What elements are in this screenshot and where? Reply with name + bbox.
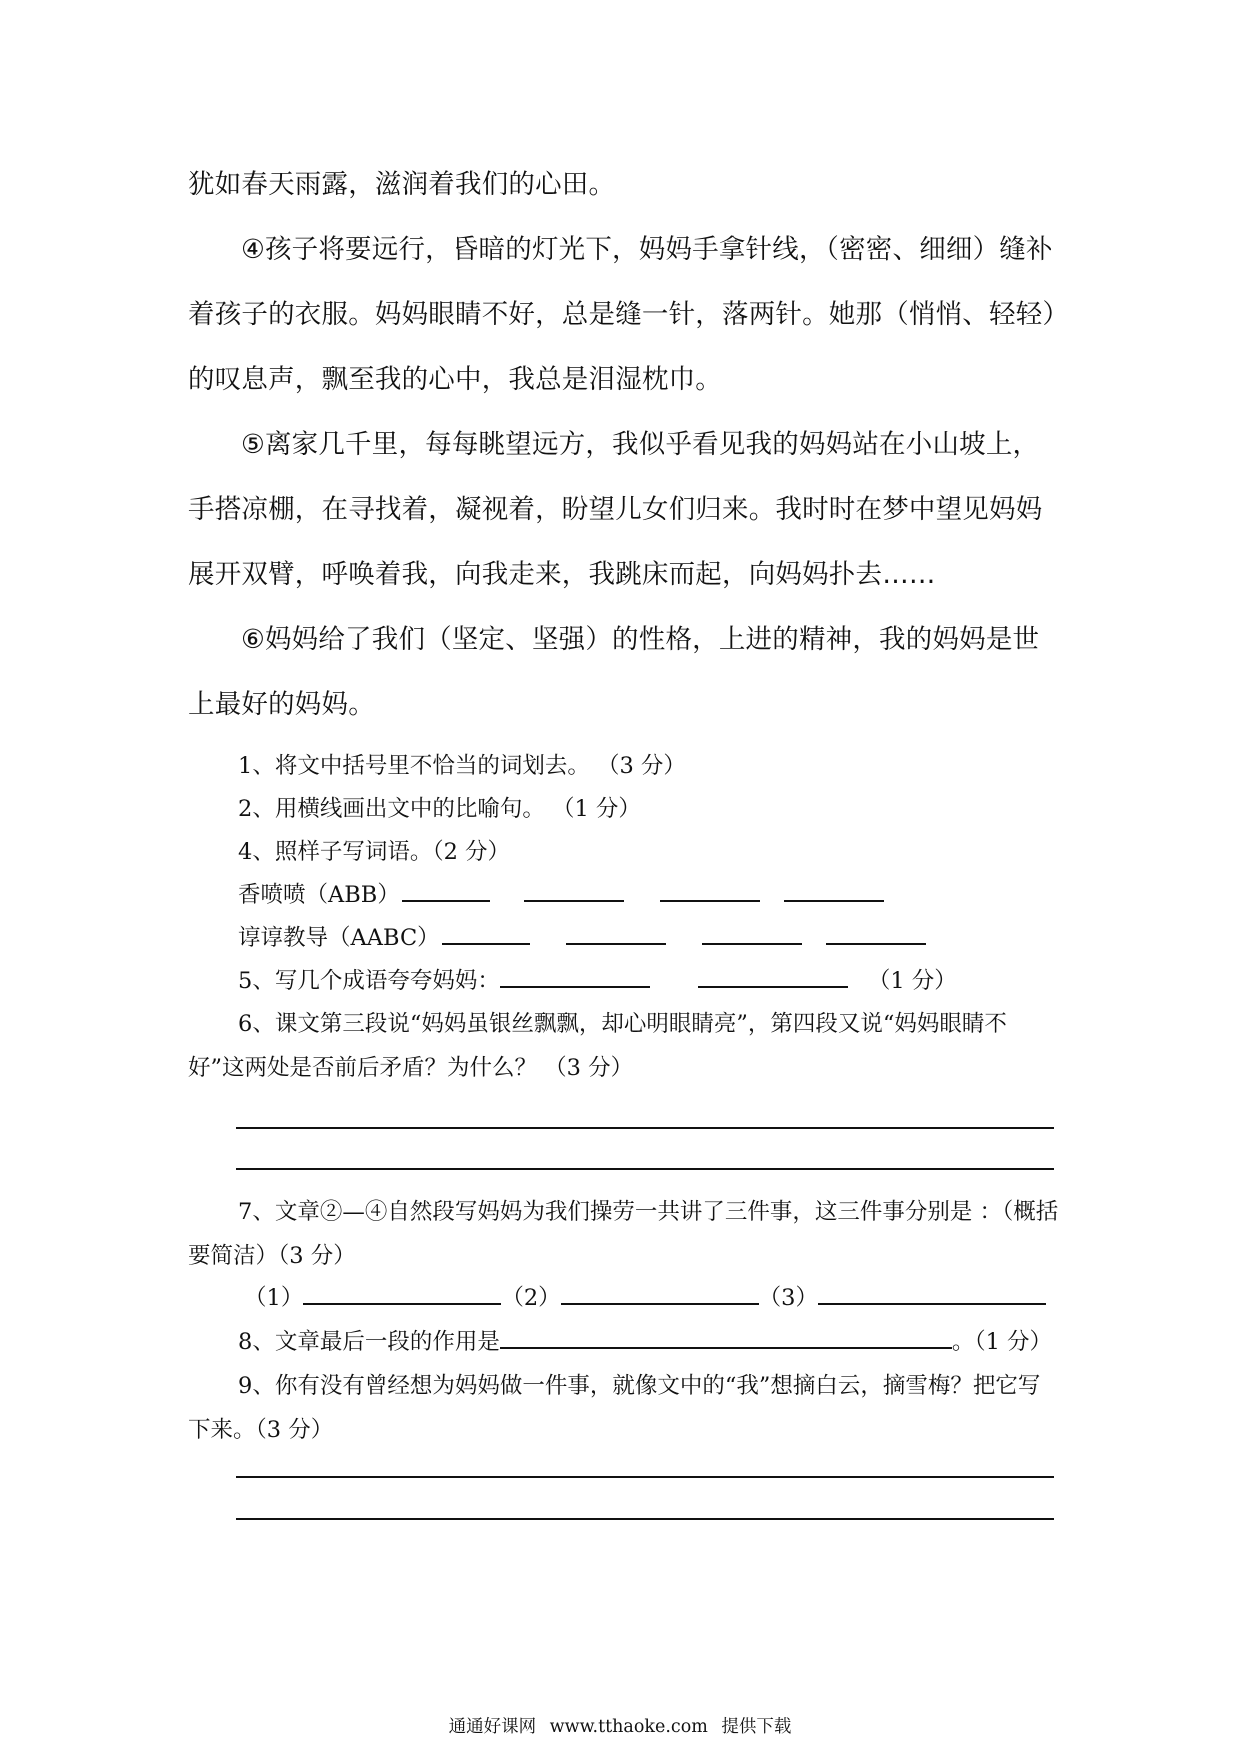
question-6: 6、课文第三段说“妈妈虽银丝飘飘，却心明眼睛亮”，第四段又说“妈妈眼睛不好”这两处是否前后矛盾？为什么？ （3 分） <box>188 1011 1007 1081</box>
question-5-row <box>238 959 1060 1003</box>
footer-url: www.tthaoke.com <box>549 1717 708 1737</box>
answer-blank[interactable] <box>702 917 802 945</box>
answer-blank[interactable] <box>402 874 490 902</box>
answer-line[interactable] <box>236 1168 1054 1170</box>
answer-blank[interactable] <box>500 1321 952 1349</box>
question-7-label-1: （1） <box>244 1285 304 1311</box>
answer-blank[interactable] <box>500 960 650 988</box>
answer-blank[interactable] <box>826 917 926 945</box>
question-4-abb-example: 香喷喷（ABB） <box>238 882 400 908</box>
answer-blank[interactable] <box>698 960 848 988</box>
question-7-label-2: （2） <box>501 1285 561 1311</box>
question-7-answer-row <box>244 1276 1060 1320</box>
question-4-abb-row <box>238 873 1060 917</box>
answer-blank[interactable] <box>524 874 624 902</box>
question-9: 9、你有没有曾经想为妈妈做一件事，就像文中的“我”想摘白云，摘雪梅？把它写下来。（3 分） <box>188 1373 1041 1443</box>
answer-blank[interactable] <box>660 874 760 902</box>
question-4-aabc-row <box>238 916 1060 960</box>
answer-line[interactable] <box>236 1476 1054 1478</box>
passage-paragraph-3-tail: 犹如春天雨露，滋润着我们的心田。 <box>188 169 616 200</box>
question-8-row <box>238 1320 1060 1364</box>
passage-paragraph-4: ④孩子将要远行，昏暗的灯光下，妈妈手拿针线，（密密、细细）缝补着孩子的衣服。妈妈眼睛不好，总是缝一针，落两针。她那（悄悄、轻轻）的叹息声，飘至我的心中，我总是泪湿枕巾。 <box>188 234 1056 395</box>
question-4: 4、照样子写词语。（2 分） <box>238 839 511 865</box>
passage-paragraph-6: ⑥妈妈给了我们（坚定、坚强）的性格，上进的精神，我的妈妈是世上最好的妈妈。 <box>188 624 1040 720</box>
answer-blank[interactable] <box>784 874 884 902</box>
answer-blank[interactable] <box>442 917 530 945</box>
question-5-score: （1 分） <box>867 968 957 994</box>
answer-blank[interactable] <box>566 917 666 945</box>
question-7: 7、文章②—④自然段写妈妈为我们操劳一共讲了三件事，这三件事分别是 ：（概括要简洁）（3 分） <box>188 1199 1059 1269</box>
footer-site-name: 通通好课网 <box>448 1717 537 1737</box>
question-5: 5、写几个成语夸夸妈妈： <box>238 968 500 994</box>
question-8-score: 。（1 分） <box>951 1329 1053 1355</box>
question-4-aabc-example: 谆谆教导（AABC） <box>238 925 440 951</box>
page-footer <box>0 1713 1240 1738</box>
answer-blank[interactable] <box>303 1277 501 1305</box>
question-2: 2、用横线画出文中的比喻句。 （1 分） <box>238 796 641 822</box>
question-8: 8、文章最后一段的作用是 <box>238 1329 500 1355</box>
answer-blank[interactable] <box>818 1277 1046 1305</box>
passage-paragraph-5: ⑤离家几千里，每每眺望远方，我似乎看见我的妈妈站在小山坡上，手搭凉棚，在寻找着，凝视着，盼望儿女们归来。我时时在梦中望见妈妈展开双臂，呼唤着我，向我走来，我跳床而起，向妈妈扑去…… <box>188 429 1043 590</box>
answer-line[interactable] <box>236 1518 1054 1520</box>
footer-note: 提供下载 <box>721 1717 792 1737</box>
answer-blank[interactable] <box>561 1277 759 1305</box>
answer-line[interactable] <box>236 1127 1054 1129</box>
question-1: 1、将文中括号里不恰当的词划去。 （3 分） <box>238 753 686 779</box>
question-7-label-3: （3） <box>758 1285 818 1311</box>
